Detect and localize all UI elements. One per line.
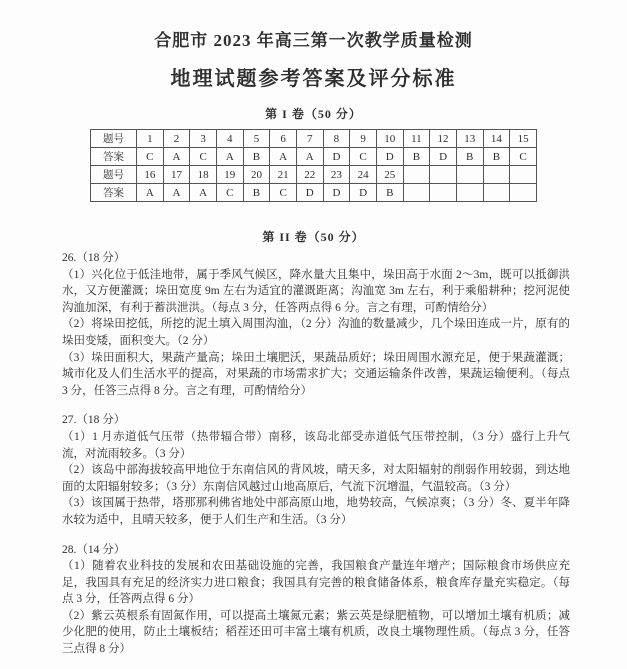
table-cell	[403, 184, 430, 202]
question-27	[62, 412, 570, 528]
table-cell: B	[376, 184, 403, 202]
table-cell	[510, 166, 537, 184]
row-label: 答案	[91, 148, 137, 166]
table-row-qnum-1-15	[91, 130, 537, 148]
answer-key-table	[90, 129, 537, 202]
table-cell	[430, 166, 457, 184]
table-cell: 6	[270, 130, 297, 148]
table-cell: A	[137, 184, 164, 202]
table-cell: 1	[137, 130, 164, 148]
table-cell: 23	[323, 166, 350, 184]
table-cell: C	[350, 148, 377, 166]
table-cell: 7	[296, 130, 323, 148]
question-28	[62, 542, 570, 658]
question-26-part-3: （3）垛田面积大，果蔬产量高；垛田土壤肥沃，果蔬品质好；垛田周围水源充足，便于果蔬灌溉；城市化及人们生活水平的提高，对果蔬的市场需求扩大；交通运输条件改善，果蔬运输便利。（每点 3 分，任答三点得 8 分。言之有理，可酌情给分）	[62, 351, 570, 397]
table-cell: 10	[376, 130, 403, 148]
question-27-part-2: （2）该岛中部海拔较高甲地位于东南信风的背风坡，晴天多，对太阳辐射的削弱作用较弱，到达地面的太阳辐射较多；（3 分）东南信风越过山地高原后，气流下沉增温，气温较高。（3 分）	[62, 464, 570, 493]
row-label: 答案	[91, 184, 137, 202]
table-row-qnum-16-25	[91, 166, 537, 184]
table-cell: A	[296, 148, 323, 166]
table-cell	[403, 166, 430, 184]
table-cell: 19	[216, 166, 243, 184]
table-cell: B	[483, 148, 510, 166]
table-cell: D	[350, 184, 377, 202]
question-27-part-3: （3）该国属于热带，塔那那利佛省地处中部高原山地，地势较高，气候凉爽；（3 分）冬、夏半年降水较为适中，且晴天较多，便于人们生产和生活。（3 分）	[62, 497, 570, 526]
row-label: 题号	[91, 130, 137, 148]
document-title-line1: 合肥市 2023 年高三第一次教学质量检测	[154, 31, 473, 50]
question-27-part-1: （1）1 月赤道低气压带（热带辐合带）南移，该岛北部受赤道低气压带控制，（3 分）盛行上升气流，对流雨较多。（3 分）	[62, 430, 570, 460]
table-cell: 16	[137, 166, 164, 184]
table-cell: 17	[163, 166, 190, 184]
table-cell: D	[323, 148, 350, 166]
table-cell: B	[243, 184, 270, 202]
answers-content	[0, 250, 627, 658]
table-cell: B	[243, 148, 270, 166]
table-cell: 15	[510, 130, 537, 148]
table-cell: 22	[296, 166, 323, 184]
table-cell: D	[296, 184, 323, 202]
section1-heading: 第 I 卷（50 分）	[265, 107, 362, 121]
question-27-number: 27.（18 分）	[62, 414, 126, 427]
table-cell: B	[456, 148, 483, 166]
table-cell: C	[270, 184, 297, 202]
table-cell: C	[216, 184, 243, 202]
table-cell: 25	[376, 166, 403, 184]
table-cell: 21	[270, 166, 297, 184]
table-cell: 3	[190, 130, 217, 148]
question-26	[62, 250, 570, 399]
question-28-number: 28.（14 分）	[62, 543, 126, 556]
table-cell: A	[190, 184, 217, 202]
table-cell	[456, 184, 483, 202]
table-cell: 4	[216, 130, 243, 148]
question-28-part-1: （1）随着农业科技的发展和农田基础设施的完善，我国粮食产量连年增产；国际粮食市场供应充足，我国具有充足的经济实力进口粮食；我国具有完善的粮食储备体系，粮食库存量充实稳定。（每点 3 分，任答两点得 6 分）	[62, 560, 570, 606]
table-cell: 13	[456, 130, 483, 148]
table-cell: B	[403, 148, 430, 166]
table-cell: A	[163, 148, 190, 166]
table-cell: D	[376, 148, 403, 166]
table-cell	[483, 184, 510, 202]
table-cell: D	[323, 184, 350, 202]
table-cell	[483, 166, 510, 184]
table-cell: C	[190, 148, 217, 166]
document-title-line2: 地理试题参考答案及评分标准	[170, 68, 457, 90]
table-cell: A	[216, 148, 243, 166]
table-cell: A	[270, 148, 297, 166]
table-cell: 8	[323, 130, 350, 148]
question-28-part-2: （2）紫云英根系有固氮作用，可以提高土壤氮元素；紫云英是绿肥植物，可以增加土壤有机质；减少化肥的使用，防止土壤板结；稻茬还田可丰富土壤有机质，改良土壤物理性质。（每点 3 分，任答三点得 8 分）	[62, 609, 570, 656]
table-cell: 12	[430, 130, 457, 148]
table-row-answers-16-25	[91, 184, 537, 202]
table-cell: 5	[243, 130, 270, 148]
table-cell	[430, 184, 457, 202]
table-cell	[456, 166, 483, 184]
table-cell: C	[510, 148, 537, 166]
section2-heading: 第 II 卷（50 分）	[262, 230, 365, 244]
table-cell: 14	[483, 130, 510, 148]
table-cell: 9	[350, 130, 377, 148]
question-26-part-2: （2）将垛田挖低，所挖的泥土填入周围沟洫，（2 分）沟洫的数量减少，几个垛田连成一片，原有的垛田变矮，面积变大。（2 分）	[62, 318, 570, 347]
table-cell: 24	[350, 166, 377, 184]
table-cell: 11	[403, 130, 430, 148]
table-cell	[510, 184, 537, 202]
row-label: 题号	[91, 166, 137, 184]
question-26-number: 26.（18 分）	[62, 252, 126, 264]
question-26-part-1: （1）兴化位于低洼地带，属于季风气候区，降水量大且集中，垛田高于水面 2～3m，既可以抵御洪水，又方便灌溉；垛田宽度 9m 左右为适宜的灌溉距离；沟洫宽 3m 左右，利于乘船耕种；挖河泥使沟洫加深，有利于蓄洪泄洪。（每点 3 分，任答两点得 6 分。言之有理，可酌情给分）	[62, 268, 570, 314]
table-cell: 20	[243, 166, 270, 184]
table-cell: A	[163, 184, 190, 202]
table-cell: 2	[163, 130, 190, 148]
table-cell: C	[137, 148, 164, 166]
table-cell: D	[430, 148, 457, 166]
table-cell: 18	[190, 166, 217, 184]
table-row-answers-1-15	[91, 148, 537, 166]
